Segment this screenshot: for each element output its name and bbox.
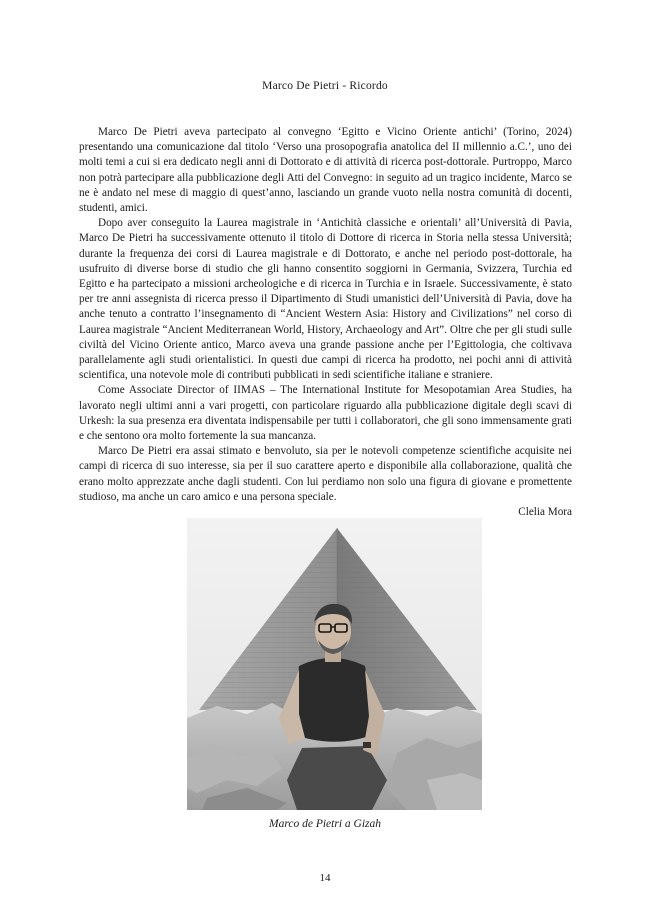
- pyramid-portrait-image: [187, 518, 482, 810]
- page-number: 14: [319, 872, 331, 884]
- memorial-photo: [187, 518, 482, 810]
- paragraph-1: Marco De Pietri aveva partecipato al convegno ‘Egitto e Vicino Oriente antichi’ (Torino, 2024) presentando una comunicazione dal titolo ‘Verso una prosopografia anatolica del II millennio a.C.’, uno dei molti temi a cui si era dedicato negli anni di Dottorato e di attività di ricerca post-dottorale. Purtroppo, Marco non potrà partecipare alla pubblicazione degli Atti del Convegno: in seguito ad un tragico incidente, Marco se ne è andato nel mese di maggio di quest’anno, lasciando un grande vuoto nella nostra comunità di docenti, studenti, amici.: [79, 126, 572, 215]
- article-body: [79, 125, 572, 520]
- paragraph-2: Dopo aver conseguito la Laurea magistrale in ‘Antichità classiche e orientali’ all’Università di Pavia, Marco De Pietri ha successivamente ottenuto il titolo di Dottore di ricerca in Storia nella stessa Università; durante la frequenza dei corsi di Laurea magistrale e di Dottorato, e anche nel periodo post-dottorale, ha usufruito di diverse borse di studio che gli hanno consentito soggiorni in Germania, Svizzera, Turchia ed Egitto e ha partecipato a missioni archeologiche e di ricerca in Turchia e in Israele. Successivamente, è stato per tre anni assegnista di ricerca presso il Dipartimento di Studi umanistici dell’Università di Pavia, dove ha anche tenuto a contratto l’insegnamento di “Ancient Western Asia: History and Civilizations” nel corso di Laurea magistrale “Ancient Mediterranean World, History, Archaeology and Art”. Oltre che per gli studi sulle civiltà del Vicino Oriente antico, Marco aveva una grande passione anche per l’Egittologia, che coltivava parallelamente agli studi orientalistici. In questi due campi di ricerca ha prodotto, nei pochi anni di attività scientifica, una notevole mole di contributi pubblicati in sedi scientifiche italiane e straniere.: [79, 217, 572, 382]
- paragraph-4: Marco De Pietri era assai stimato e benvoluto, sia per le notevoli competenze scientifiche acquisite nei campi di ricerca di suo interesse, sia per il suo carattere aperto e disponibile alla collaborazione, qualità che erano molto apprezzate anche dagli studenti. Con lui perdiamo non solo una figura di giovane e promettente studioso, ma anche un caro amico e una persona speciale.: [79, 445, 572, 503]
- paragraph-3: Come Associate Director of IIMAS – The International Institute for Mesopotamian Area Studies, ha lavorato negli ultimi anni a vari progetti, con particolare riguardo alla pubblicazione digitale degli scavi di Urkesh: la sua presenza era diventata indispensabile per tutti i collaboratori, che gli sono immensamente grati e che sentono ora molto fortemente la sua mancanza.: [79, 384, 572, 443]
- figure-caption: Marco de Pietri a Gizah: [268, 818, 381, 830]
- running-title: Marco De Pietri - Ricordo: [262, 80, 388, 92]
- author-signature: Clelia Mora: [518, 506, 572, 519]
